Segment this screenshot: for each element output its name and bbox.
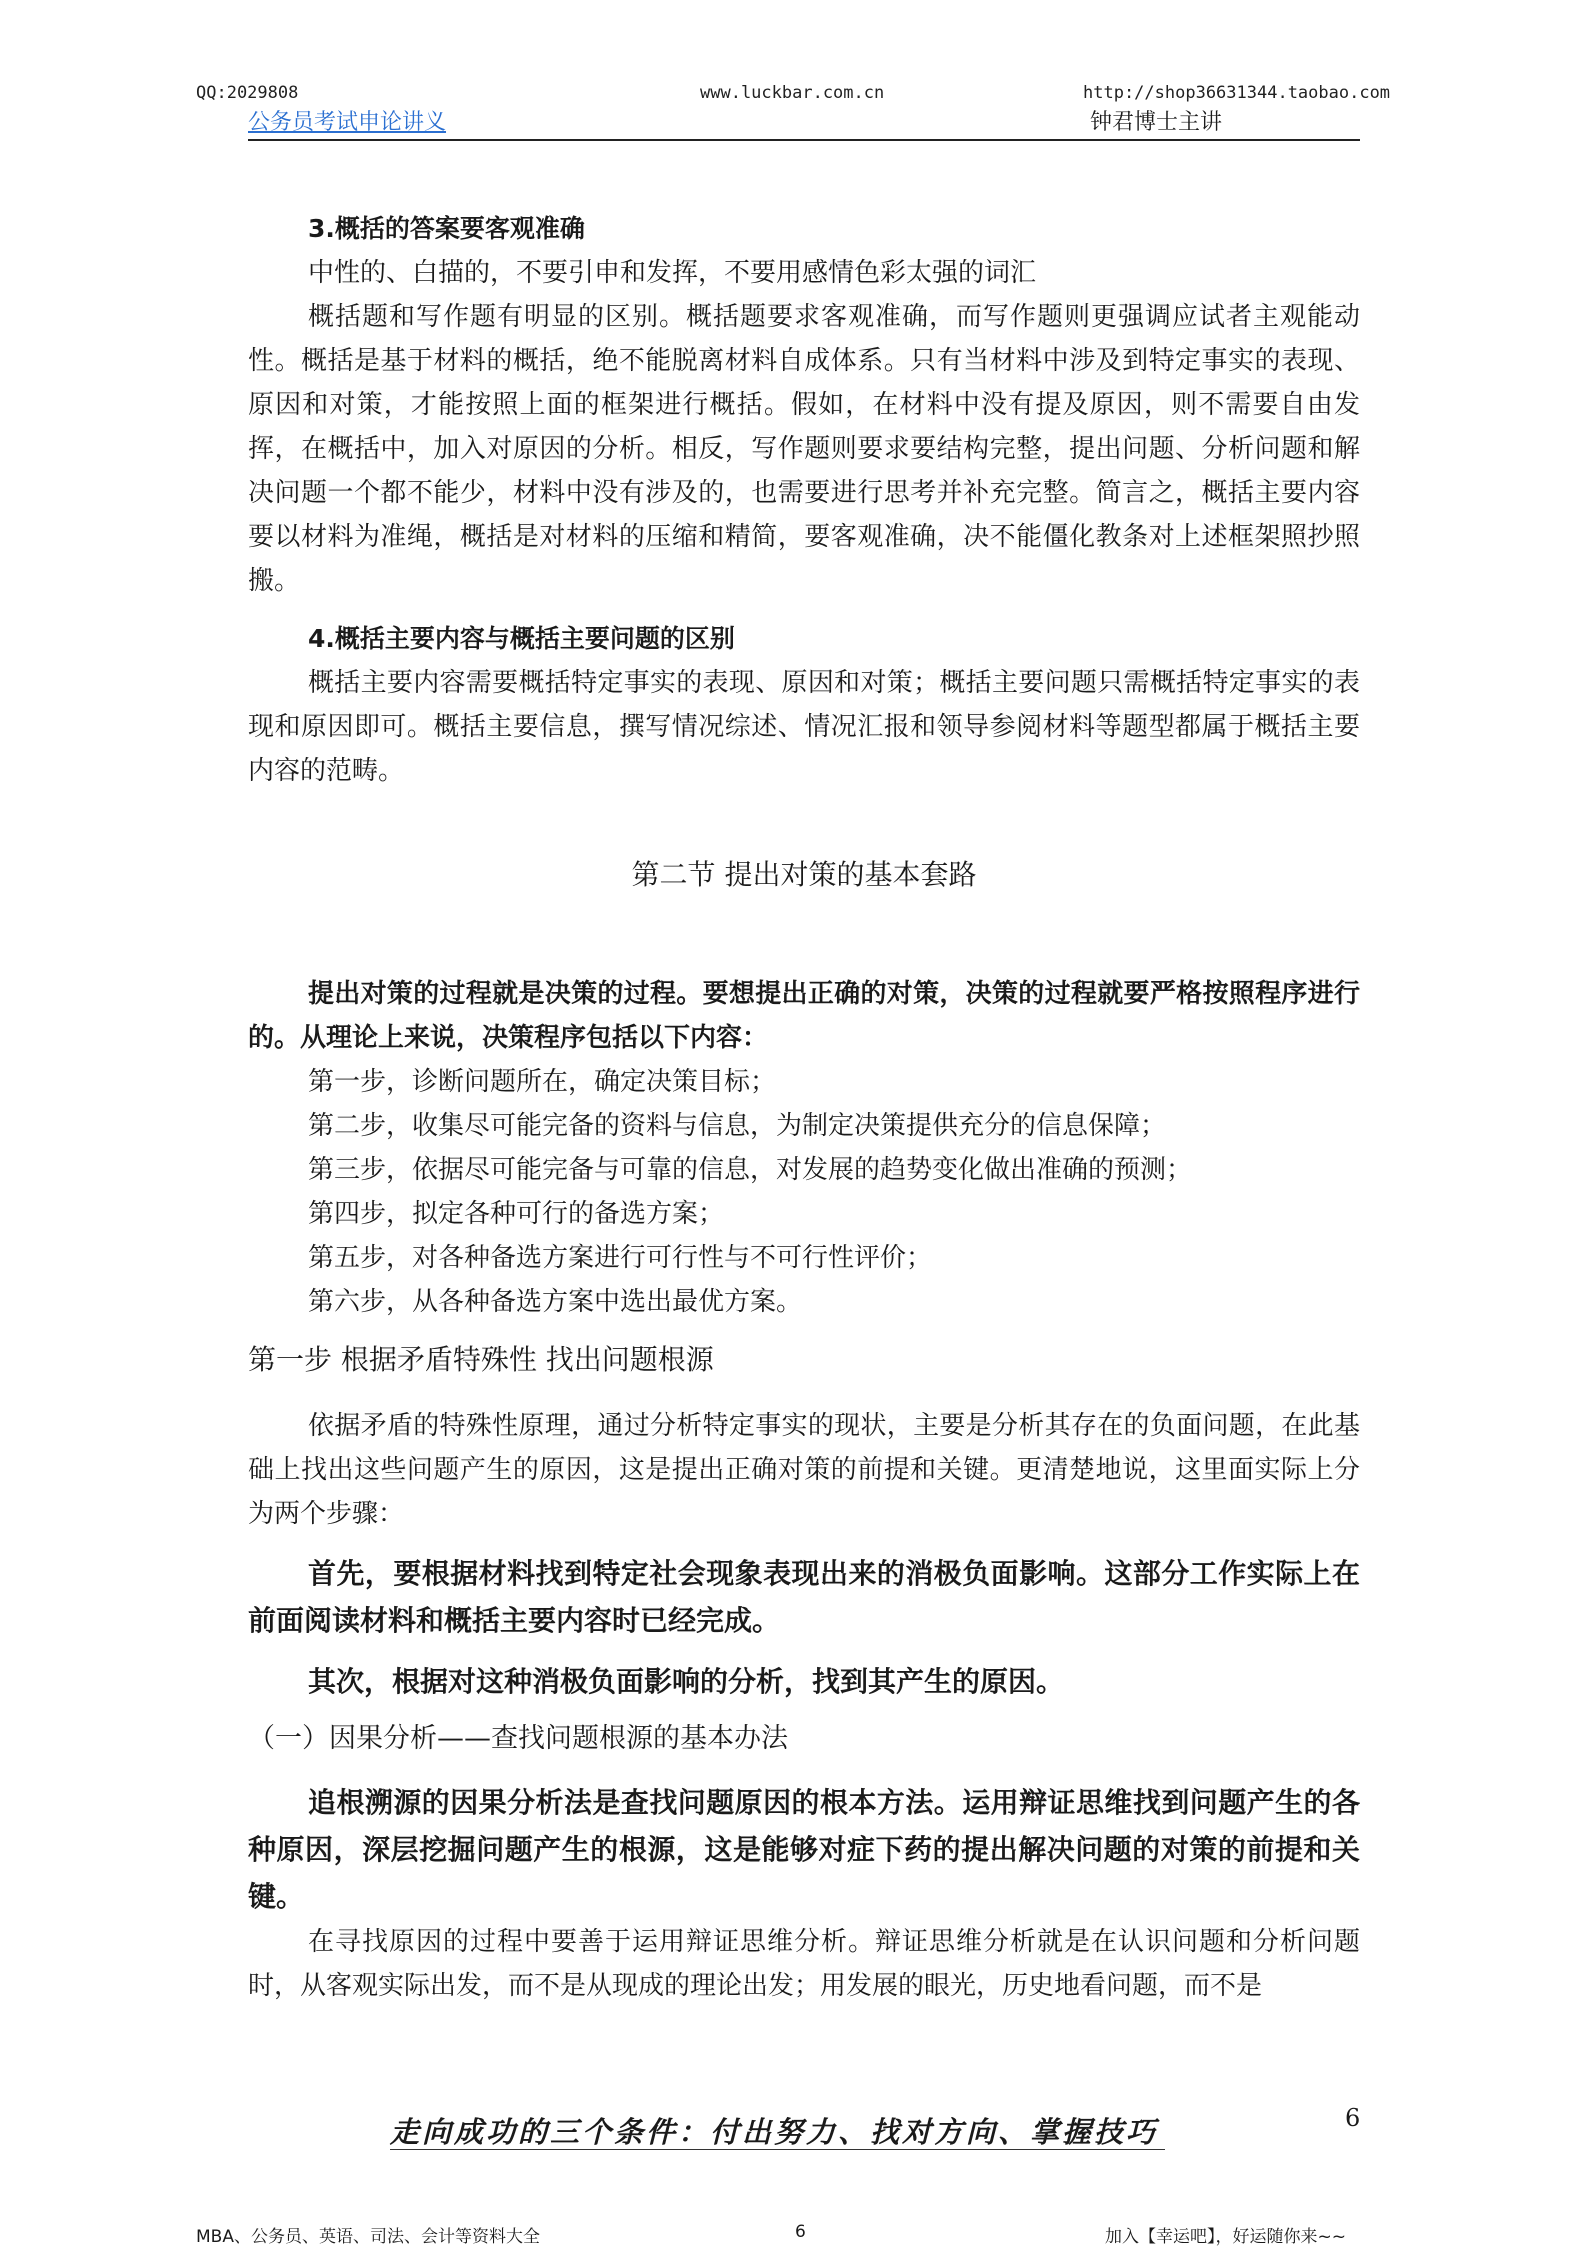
motto-underline bbox=[390, 2149, 1165, 2150]
page-body bbox=[248, 207, 1360, 2008]
intro-paragraph: 提出对策的过程就是决策的过程。要想提出正确的对策，决策的过程就要严格按照程序进行的。从理论上来说，决策程序包括以下内容： bbox=[248, 979, 1360, 1053]
paragraph: 概括主要内容需要概括特定事实的表现、原因和对策；概括主要问题只需概括特定事实的表现和原因即可。概括主要信息，撰写情况综述、情况汇报和领导参阅材料等题型都属于概括主要内容的范畴。 bbox=[248, 668, 1360, 786]
header-lecturer: 钟君博士主讲 bbox=[1090, 110, 1223, 135]
qq-number: QQ:2029808 bbox=[196, 83, 299, 103]
subsection-4-title: 4.概括主要内容与概括主要问题的区别 bbox=[308, 624, 735, 653]
step-item: 第五步，对各种备选方案进行可行性与不可行性评价； bbox=[308, 1243, 933, 1273]
footer-left: MBA、公务员、英语、司法、会计等资料大全 bbox=[196, 2227, 540, 2247]
subheading-causal-analysis: （一）因果分析——查找问题根源的基本办法 bbox=[248, 1723, 788, 1754]
step1-heading: 第一步 根据矛盾特殊性 找出问题根源 bbox=[248, 1343, 714, 1376]
site-url[interactable]: www.luckbar.com.cn bbox=[700, 83, 885, 103]
paragraph: 概括题和写作题有明显的区别。概括题要求客观准确，而写作题则更强调应试者主观能动性。概括是基于材料的概括，绝不能脱离材料自成体系。只有当材料中涉及到特定事实的表现、原因和对策，才能按照上面的框架进行概括。假如，在材料中没有提及原因，则不需要自由发挥，在概括中，加入对原因的分析。相反，写作题则要求要结构完整，提出问题、分析问题和解决问题一个都不能少，材料中没有涉及的，也需要进行思考并补充完整。简言之，概括主要内容要以材料为准绳，概括是对材料的压缩和精简，要客观准确，决不能僵化教条对上述框架照抄照搬。 bbox=[248, 302, 1360, 596]
step-item: 第二步，收集尽可能完备的资料与信息，为制定决策提供充分的信息保障； bbox=[308, 1111, 1167, 1141]
shop-url[interactable]: http://shop36631344.taobao.com bbox=[1083, 83, 1391, 103]
header-rule bbox=[248, 139, 1360, 141]
paragraph: 依据矛盾的特殊性原理，通过分析特定事实的现状，主要是分析其存在的负面问题，在此基础上找出这些问题产生的原因，这是提出正确对策的前提和关键。更清楚地说，这里面实际上分为两个步骤： bbox=[248, 1411, 1360, 1529]
step-item: 第三步，依据尽可能完备与可靠的信息，对发展的趋势变化做出准确的预测； bbox=[308, 1155, 1193, 1185]
step-item: 第六步，从各种备选方案中选出最优方案。 bbox=[308, 1287, 803, 1317]
emphasis-paragraph: 追根溯源的因果分析法是查找问题原因的根本方法。运用辩证思维找到问题产生的各种原因，深层挖掘问题产生的根源，这是能够对症下药的提出解决问题的对策的前提和关键。 bbox=[248, 1786, 1360, 1913]
step-item: 第一步，诊断问题所在，确定决策目标； bbox=[308, 1067, 777, 1097]
header-course-title[interactable]: 公务员考试申论讲义 bbox=[248, 110, 447, 135]
motto: 走向成功的三个条件：付出努力、找对方向、掌握技巧 bbox=[390, 2115, 1159, 2149]
page-number: 6 bbox=[1345, 2104, 1361, 2132]
paragraph: 在寻找原因的过程中要善于运用辩证思维分析。辩证思维分析就是在认识问题和分析问题时，从客观实际出发，而不是从现成的理论出发；用发展的眼光，历史地看问题，而不是 bbox=[248, 1927, 1360, 2001]
footer-right: 加入【幸运吧】，好运随你来~~ bbox=[1105, 2227, 1346, 2247]
step-item: 第四步，拟定各种可行的备选方案； bbox=[308, 1199, 725, 1229]
emphasis-paragraph: 其次，根据对这种消极负面影响的分析，找到其产生的原因。 bbox=[308, 1665, 1065, 1698]
paragraph: 中性的、白描的，不要引申和发挥，不要用感情色彩太强的词汇 bbox=[308, 258, 1037, 288]
subsection-3-title: 3.概括的答案要客观准确 bbox=[308, 214, 585, 243]
footer-page: 6 bbox=[795, 2222, 806, 2242]
section-title: 第二节 提出对策的基本套路 bbox=[631, 858, 977, 891]
emphasis-paragraph: 首先，要根据材料找到特定社会现象表现出来的消极负面影响。这部分工作实际上在前面阅读材料和概括主要内容时已经完成。 bbox=[248, 1557, 1360, 1637]
